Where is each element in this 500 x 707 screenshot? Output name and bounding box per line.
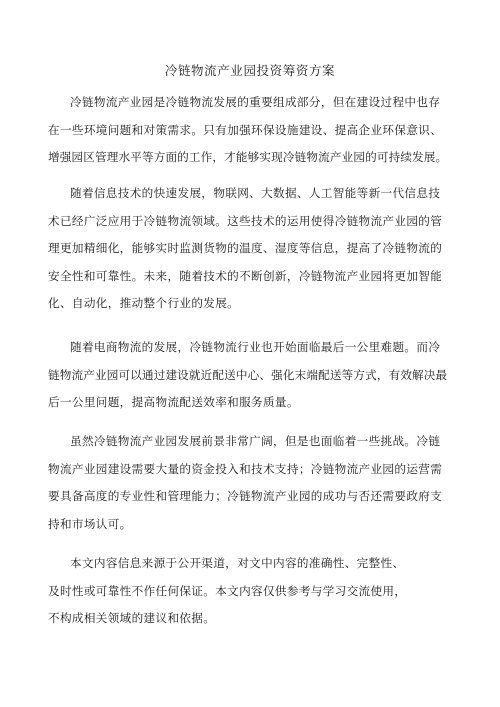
paragraph-line: 要具备高度的专业性和管理能力；冷链物流产业园的成功与否还需要政府支 bbox=[48, 489, 443, 503]
paragraph-2 bbox=[48, 180, 460, 318]
paragraph-line: 持和市场认可。 bbox=[48, 516, 132, 531]
paragraph-line: 及时性或可靠性不作任何保证。本文内容仅供参考与学习交流使用， bbox=[48, 583, 407, 598]
paragraph-5-disclaimer bbox=[48, 550, 460, 633]
paragraph-line: 化、自动化，推动整个行业的发展。 bbox=[48, 296, 240, 310]
paragraph-line: 术已经广泛应用于冷链物流领域。这些技术的运用使得冷链物流产业园的管 bbox=[48, 213, 443, 228]
paragraph-1 bbox=[48, 89, 460, 172]
paragraph-line: 后一公里问题，提高物流配送效率和服务质量。 bbox=[48, 395, 299, 409]
paragraph-line: 链物流产业园可以通过建设就近配送中心、强化末端配送等方式，有效解决最 bbox=[48, 367, 448, 382]
paragraph-line: 随着信息技术的快速发展，物联网、大数据、人工智能等新一代信息技 bbox=[70, 186, 441, 200]
paragraph-line: 增强园区管理水平等方面的工作，才能够实现冷链物流产业园的可持续发展。 bbox=[48, 150, 448, 164]
document-title: 冷链物流产业园投资筹资方案 bbox=[164, 63, 336, 78]
paragraph-3 bbox=[48, 334, 460, 417]
paragraph-line: 在一些环境问题和对策需求。只有加强环保设施建设、提高企业环保意识、 bbox=[48, 122, 443, 137]
paragraph-line: 本文内容信息来源于公开渠道，对文中内容的准确性、完整性、 bbox=[70, 556, 405, 570]
paragraph-4 bbox=[48, 428, 460, 538]
paragraph-line: 安全性和可靠性。未来，随着技术的不断创新，冷链物流产业园将更加智能 bbox=[48, 268, 443, 283]
paragraph-line: 理更加精细化，能够实时监测货物的温度、湿度等信息，提高了冷链物流的 bbox=[48, 241, 443, 255]
paragraph-line: 不构成相关领域的建议和依据。 bbox=[48, 611, 216, 625]
paragraph-line: 随着电商物流的发展，冷链物流行业也开始面临最后一公里难题。而冷 bbox=[70, 340, 441, 354]
paragraph-line: 虽然冷链物流产业园发展前景非常广阔，但是也面临着一些挑战。冷链 bbox=[70, 434, 441, 448]
paragraph-line: 物流产业园建设需要大量的资金投入和技术支持；冷链物流产业园的运营需 bbox=[48, 461, 443, 476]
paragraph-line: 冷链物流产业园是冷链物流发展的重要组成部分，但在建设过程中也存 bbox=[70, 95, 441, 109]
